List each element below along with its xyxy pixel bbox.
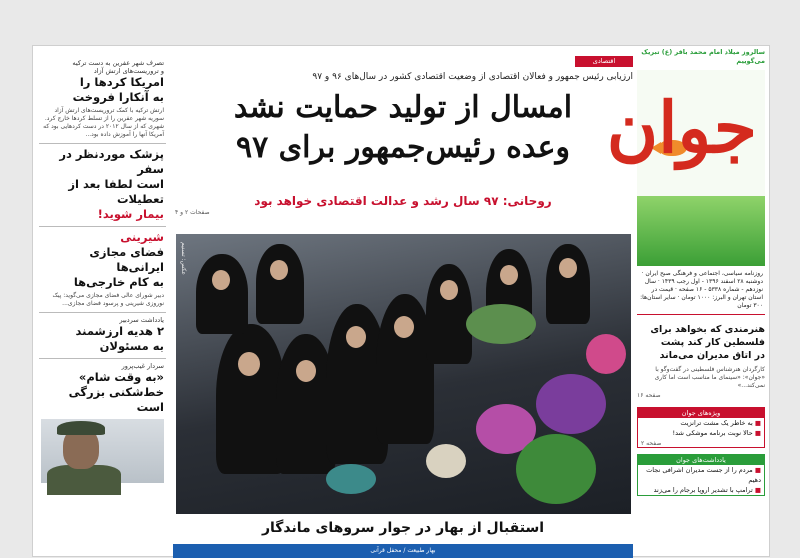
bullet-icon: ■ — [752, 429, 761, 437]
cyber-headline-2: فضای مجازی ایرانی‌ها — [89, 245, 164, 274]
logo-grass — [637, 196, 765, 266]
main-kicker: ارزیابی رئیس جمهور و فعالان اقتصادی از وضعیت اقتصادی کشور در سال‌های ۹۶ و ۹۷ — [312, 72, 633, 82]
left-story-kicker-1: تصرف شهر عفرین به دست ترکیه — [72, 59, 164, 67]
features-item-label: به خاطر یک مشت ترانزیت — [680, 419, 753, 427]
right-story[interactable] — [637, 323, 765, 399]
main-subheadline: روحانی: ۹۷ سال رشد و عدالت اقتصادی خواهد بود — [254, 194, 552, 208]
editorial-kicker: یادداشت سردبیر — [119, 316, 164, 324]
newspaper-page — [32, 45, 770, 557]
photo-figure — [256, 244, 304, 324]
photo-figure — [196, 254, 248, 334]
doctor-headline-2: است لطفا بعد از تعطیلات — [68, 177, 164, 206]
right-story-headline-1: هنرمندی که بخواهد برای — [650, 324, 765, 335]
notes-item-label: ترامپ با تشدیر اروپا برجام را می‌زند — [653, 486, 753, 494]
main-page-ref: صفحات ۲ و ۴ — [175, 209, 210, 216]
notes-box-title: یادداشت‌های جوان — [638, 455, 764, 465]
editorial-headline-2: به مسئولان — [99, 339, 164, 353]
left-story-general[interactable] — [39, 359, 166, 487]
main-story — [173, 54, 633, 558]
notes-box[interactable] — [637, 454, 765, 496]
left-column — [39, 56, 166, 556]
bullet-icon: ■ — [752, 466, 761, 474]
right-story-headline-2: فلسطین کار کند پشت — [660, 337, 765, 348]
features-box-title: ویژه‌های جوان — [638, 408, 764, 418]
features-item[interactable] — [638, 428, 764, 438]
right-column — [606, 48, 765, 556]
photo-figure — [426, 264, 472, 364]
doctor-headline-1: پزشک موردنظر در سفر — [59, 147, 164, 176]
masthead-logo[interactable] — [606, 70, 765, 266]
doctor-headline-3: بیمار شوید! — [97, 207, 164, 221]
features-page-ref: صفحه ۲ — [641, 440, 662, 447]
photo-flowers — [536, 374, 606, 434]
cyber-headline-1: شیرینی — [120, 230, 164, 244]
cyber-body: دبیر شورای عالی فضای مجازی می‌گوید: پیک نوروزی شیرینی و پرسود فضای مجازی... — [52, 292, 164, 307]
left-story-body: ارتش ترکیه با کمک تروریست‌های ارتش آزاد سوریه شهر عفرین را از تسلط کردها خارج کرد. شهری که از سال ۲۰۱۲ در دست کردهایی بود که آمریکا آنها را آموزش داده بود... — [43, 107, 164, 138]
photo-figure — [546, 244, 590, 324]
bullet-icon: ■ — [752, 419, 761, 427]
notes-item[interactable] — [638, 485, 764, 495]
left-story-editorial[interactable] — [39, 313, 166, 359]
notes-item-label: مردم را از جست مدیران اشرافی نجات دهیم — [646, 466, 761, 484]
section-tag: اقتصادی — [575, 56, 633, 67]
portrait-hair — [57, 421, 105, 435]
main-headline-line-1: امسال از تولید حمایت نشد — [233, 90, 573, 125]
bullet-icon: ■ — [752, 486, 761, 494]
right-story-page-ref: صفحه ۱۶ — [637, 392, 661, 399]
bottom-strip[interactable]: بهار طبیعت / محفل قرآنی — [173, 544, 633, 558]
photo-flowers — [466, 304, 536, 344]
left-story-doctor[interactable] — [39, 144, 166, 227]
topline-text: سالروز میلاد امام محمد باقر (ع) تبریک می‌گوییم — [641, 48, 765, 65]
topline-greeting — [637, 48, 765, 66]
cyber-headline-3: به کام خارجی‌ها — [73, 275, 164, 289]
right-story-headline-3: در اتاق مدیران می‌ماند — [659, 350, 765, 361]
photo-flowers — [326, 464, 376, 494]
photo-flowers — [516, 434, 596, 504]
left-story-kicker-2: و تروریست‌های ارتش آزاد — [93, 67, 164, 75]
masthead-info: روزنامه سیاسی، اجتماعی و فرهنگی صبح ایران · دوشنبه ۲۸ اسفند ۱۳۹۶ - اول رجب ۱۴۳۹ · سال نوزدهم - شماره ۵۳۳۸ - ۱۶ صفحه · قیمت در استان تهران و البرز: ۱۰۰۰ تومان · سایر استان‌ها: ۳۰۰ تومان — [637, 266, 765, 315]
notes-item[interactable] — [638, 465, 764, 485]
photo-flowers — [426, 444, 466, 478]
left-story-cyberspace[interactable] — [39, 227, 166, 313]
photo-credit: عکس: تسنیم — [180, 242, 187, 276]
general-kicker: سردار غیب‌پرور — [121, 362, 164, 370]
editorial-headline-1: ۲ هدیه ارزشمند — [75, 324, 164, 338]
left-story-headline-2: به آنکارا فروخت — [72, 90, 164, 104]
general-headline-1: «به وقت شام» — [78, 370, 164, 384]
logo-wordmark: جوان — [606, 86, 757, 169]
left-story-kurds[interactable] — [39, 56, 166, 144]
features-item[interactable] — [638, 418, 764, 428]
photo-flowers — [586, 334, 626, 374]
main-headline-line-2: وعده رئیس‌جمهور برای ۹۷ — [236, 130, 570, 165]
photo-caption: استقبال از بهار در جوار سروهای ماندگار — [261, 520, 545, 536]
general-portrait — [41, 419, 164, 483]
left-story-headline-1: امریکا کردها را — [79, 75, 164, 89]
features-item-label: حالا نوبت برنامه موشکی شد! — [672, 429, 753, 437]
right-story-body: کارگردان هنرشناس فلسطینی در گفت‌وگو با «جوان»: «سینمای ما مناسب است اما کاری نمی‌کند...» — [654, 366, 765, 389]
features-box[interactable] — [637, 407, 765, 448]
general-headline-2: خط‌شکنی بزرگی است — [68, 385, 164, 414]
main-photo[interactable] — [176, 234, 631, 514]
portrait-uniform — [47, 465, 121, 495]
main-headline[interactable] — [173, 88, 633, 168]
